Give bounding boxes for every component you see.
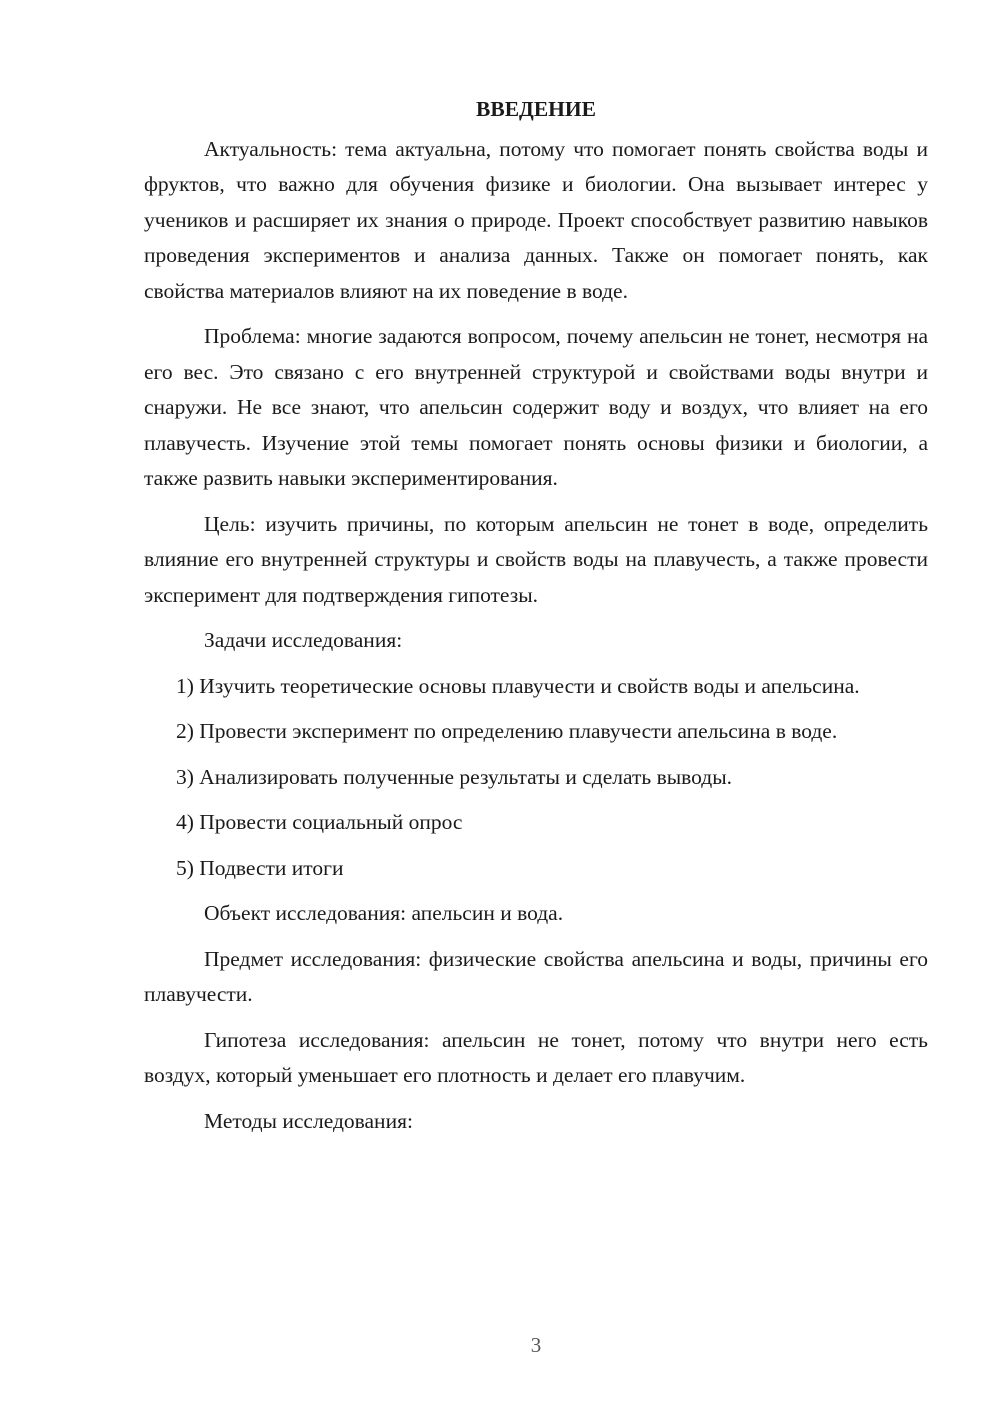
document-page <box>144 92 928 1149</box>
relevance-paragraph: Актуальность: тема актуальна, потому что помогает понять свойства воды и фруктов, что важно для обучения физике и биологии. Она вызывает интерес у учеников и расширяет их знания о природе. Проект способствует развитию навыков проведения экспериментов и анализа данных. Также он помогает понять, как свойства материалов влияют на их поведение в воде. <box>144 136 928 303</box>
task-item-4: 4) Провести социальный опрос <box>176 810 463 834</box>
hypothesis-paragraph: Гипотеза исследования: апельсин не тонет, потому что внутри него есть воздух, который уменьшает его плотность и делает его плавучим. <box>144 1027 928 1087</box>
section-title: ВВЕДЕНИЕ <box>476 97 596 121</box>
tasks-heading: Задачи исследования: <box>204 628 403 652</box>
subject-paragraph: Предмет исследования: физические свойства апельсина и воды, причины его плавучести. <box>144 946 928 1006</box>
methods-heading: Методы исследования: <box>204 1108 413 1133</box>
object-paragraph: Объект исследования: апельсин и вода. <box>204 901 564 925</box>
task-item-3: 3) Анализировать полученные результаты и сделать выводы. <box>176 764 733 789</box>
task-item-1: 1) Изучить теоретические основы плавучести и свойств воды и апельсина. <box>176 673 860 698</box>
task-item-2: 2) Провести эксперимент по определению плавучести апельсина в воде. <box>176 719 838 743</box>
goal-paragraph: Цель: изучить причины, по которым апельсин не тонет в воде, определить влияние его внутренней структуры и свойств воды на плавучесть, а также провести эксперимент для подтверждения гипотезы. <box>144 511 928 607</box>
page-number: 3 <box>530 1333 542 1357</box>
task-item-5: 5) Подвести итоги <box>176 855 344 880</box>
problem-paragraph: Проблема: многие задаются вопросом, почему апельсин не тонет, несмотря на его вес. Это связано с его внутренней структурой и свойствами воды внутри и снаружи. Не все знают, что апельсин содержит воду и воздух, что влияет на его плавучесть. Изучение этой темы помогает понять основы физики и биологии, а также развить навыки экспериментирования. <box>144 324 928 490</box>
